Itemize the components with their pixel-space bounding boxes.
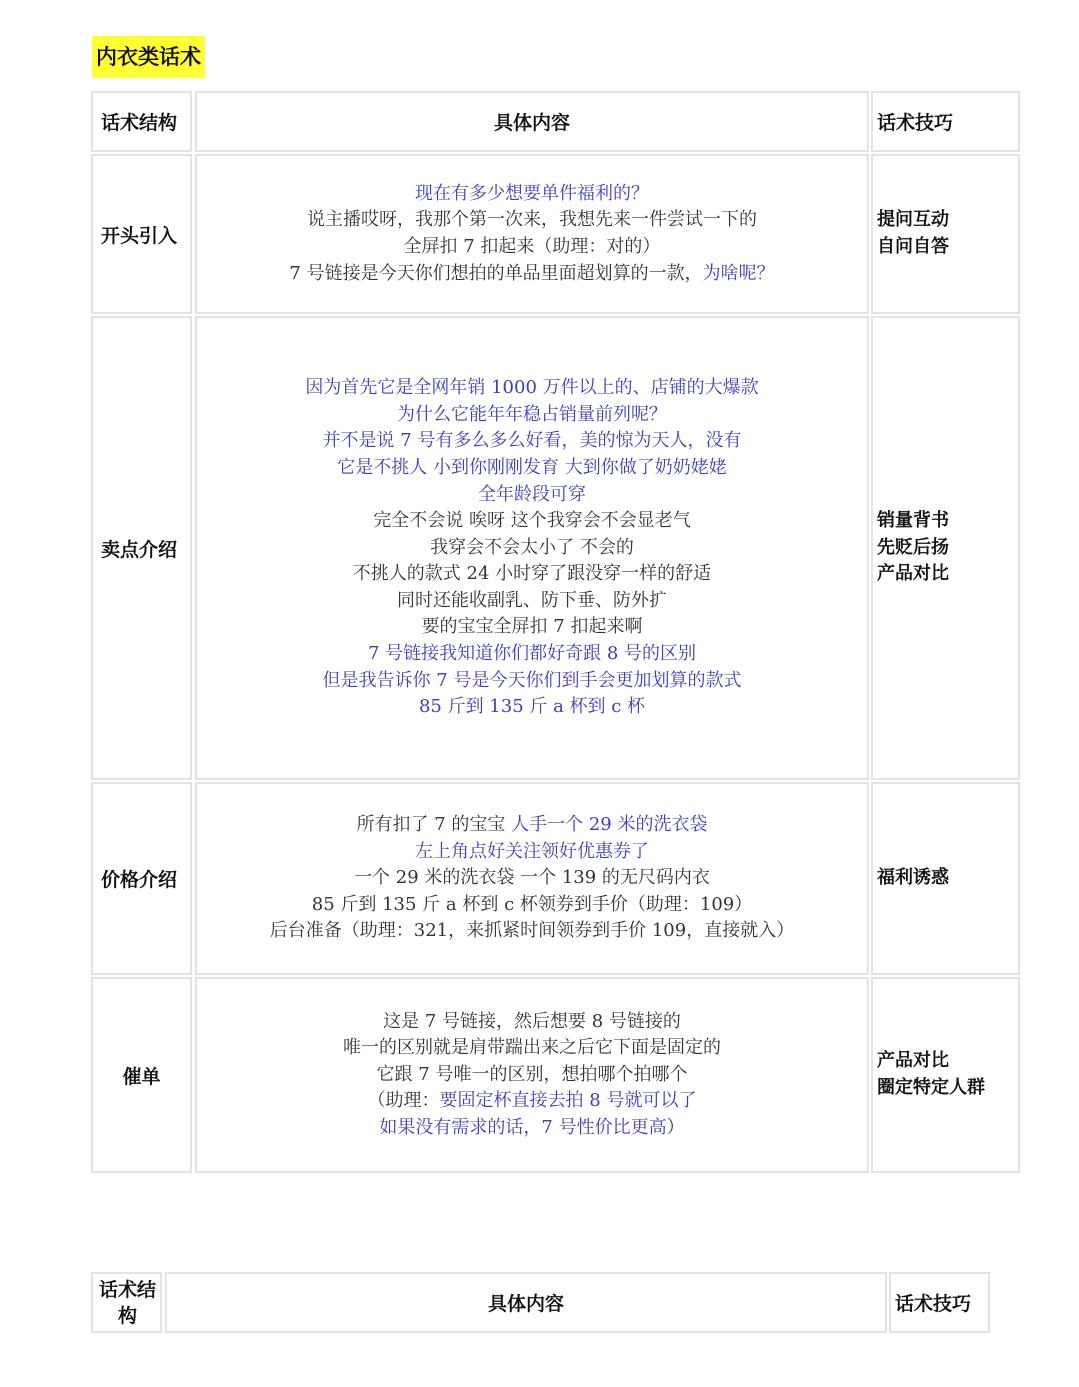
body-text: 唯一的区别就是肩带踹出来之后它下面是固定的 [343,1037,721,1059]
content-line [305,508,758,535]
content-lines [343,1009,721,1142]
row-content-selling-points [195,316,869,780]
tip-item: 产品对比 [877,1050,949,1072]
body-text: 所有扣了 7 的宝宝 [356,814,512,836]
page-title: 内衣类话术 [92,36,205,78]
content-lines [305,375,758,721]
body-text: ） [666,1116,685,1138]
highlight-text: 但是我告诉你 7 号是今天你们到手会更加划算的款式 [322,669,742,691]
content-line [343,1115,721,1142]
row-tips-urge [871,977,1020,1173]
content-line [343,1009,721,1036]
content-line [289,261,774,288]
content-line [270,892,794,919]
content-line [305,668,758,695]
body-text: 不挑人的款式 24 小时穿了跟没穿一样的舒适 [352,563,712,585]
body-text: 我穿会不会太小了 不会的 [430,536,634,558]
row-label-opening: 开头引入 [91,154,192,314]
highlight-text: 85 斤到 135 斤 a 杯到 c 杯 [418,696,646,718]
header-tips: 话术技巧 [871,91,1020,152]
content-line [289,207,774,234]
highlight-text: 它是不挑人 小到你刚刚发育 大到你做了奶奶姥姥 [337,456,727,478]
tip-item: 自问自答 [877,236,949,257]
body-text: 说主播哎呀，我那个第一次来，我想先来一件尝试一下的 [306,209,757,231]
tip-item: 福利诱惑 [877,867,949,889]
content-line [305,482,758,509]
highlight-text: 7 号链接我知道你们都好奇跟 8 号的区别 [367,643,697,665]
body-text: 同时还能收副乳、防下垂、防外扩 [397,589,667,611]
body-text: （助理： [367,1090,440,1112]
content-line [289,181,774,208]
content-line [305,375,758,402]
highlight-text: 因为首先它是全网年销 1000 万件以上的、店铺的大爆款 [305,377,759,399]
content-lines [289,181,774,287]
content-line [343,1062,721,1089]
content-line [305,455,758,482]
highlight-text: 为啥呢？ [702,262,775,284]
body-text: 这是 7 号链接，然后想要 8 号链接的 [383,1010,681,1032]
content-line [305,402,758,429]
content-line [343,1035,721,1062]
row-content-urge [195,977,869,1173]
body-text: 后台准备（助理：321，来抓紧时间领券到手价 109，直接就入） [269,920,795,942]
highlight-text: 为什么它能年年稳占销量前列呢？ [397,403,667,425]
content-line [343,1088,721,1115]
body-text: 完全不会说 唉呀 这个我穿会不会显老气 [373,510,691,532]
body-text: 要的宝宝全屏扣 7 扣起来啊 [421,616,643,638]
tip-item: 圈定特定人群 [877,1077,985,1098]
header-content: 具体内容 [195,91,869,152]
content-line [305,588,758,615]
row-tips-price [871,782,1020,975]
content-line [305,535,758,562]
row-label-selling-points: 卖点介绍 [91,316,192,780]
tips-list [877,508,949,588]
content-line [270,812,794,839]
header-structure: 话术结构 [91,91,192,152]
body-text: 7 号链接是今天你们想拍的单品里面超划算的一款， [289,262,703,284]
content-line [305,561,758,588]
row-tips-opening [871,154,1020,314]
body-text: 一个 29 米的洗衣袋 一个 139 的无尺码内衣 [354,867,710,889]
body-text: 它跟 7 号唯一的区别，想拍哪个拍哪个 [376,1063,688,1085]
highlight-text: 全年龄段可穿 [478,483,586,505]
highlight-text: 要固定杯直接去拍 8 号就可以了 [439,1090,697,1112]
body-text: 全屏扣 7 扣起来（助理：对的） [403,236,661,257]
highlight-text: 现在有多少想要单件福利的？ [414,182,649,204]
row-label-price: 价格介绍 [91,782,192,975]
header2-content: 具体内容 [165,1272,887,1333]
content-lines [270,812,794,945]
header2-structure-cell [91,1272,162,1333]
content-line [305,641,758,668]
header2-tips: 话术技巧 [889,1272,990,1333]
content-line [305,694,758,721]
content-line [270,865,794,892]
highlight-text: 并不是说 7 号有多么多么好看，美的惊为天人，没有 [322,430,742,452]
tip-item: 销量背书 [877,510,949,532]
tips-list [877,207,949,260]
tip-item: 提问互动 [877,209,949,231]
highlight-text: 左上角点好关注领好优惠券了 [415,840,649,862]
row-content-price [195,782,869,975]
tip-item: 产品对比 [877,563,949,585]
body-text: 85 斤到 135 斤 a 杯到 c 杯领券到手价（助理：109） [311,893,753,915]
tip-item: 先贬后扬 [877,536,949,558]
header2-structure: 话术结构 [98,1278,156,1327]
content-line [289,234,774,261]
content-line [270,918,794,945]
row-tips-selling-points [871,316,1020,780]
content-line [305,614,758,641]
content-line [305,428,758,455]
row-label-urge: 催单 [91,977,192,1173]
highlight-text: 人手一个 29 米的洗衣袋 [511,814,708,836]
tips-list [877,1048,985,1101]
tips-list [877,865,949,892]
row-content-opening [195,154,869,314]
highlight-text: 如果没有需求的话，7 号性价比更高 [379,1116,667,1138]
content-line [270,839,794,866]
